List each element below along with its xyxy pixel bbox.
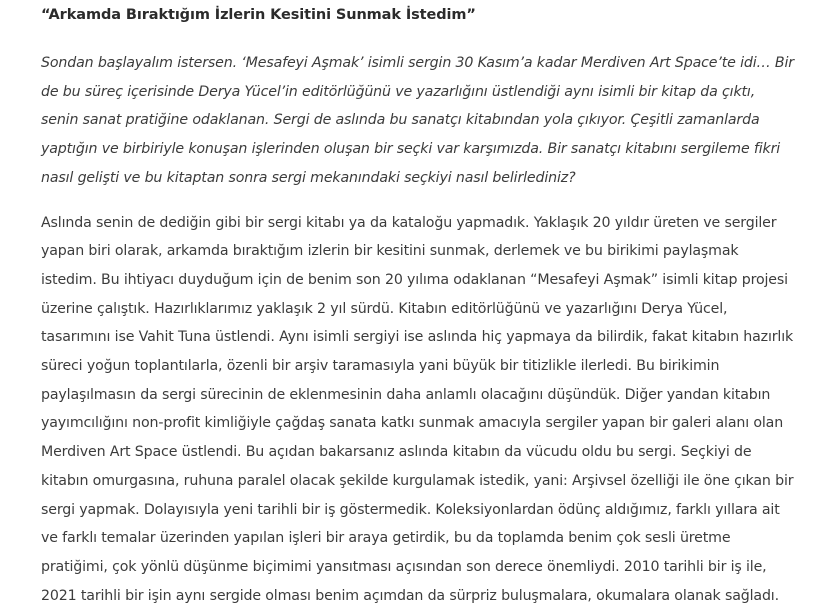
interview-answer: Aslında senin de dediğin gibi bir sergi kitabı ya da kataloğu yapmadık. Yaklaşık 20 yıldır üreten ve sergiler yapan biri olarak, arkamda bıraktığım izlerin bir kesitini sunmak, derlemek ve bu birikimi paylaşmak istedim. Bu ihtiyacı duyduğum için de benim son 20 yılıma odaklanan “Mesafeyi Aşmak” isimli kitap projesi üzerine çalıştık. Hazırlıklarımız yaklaşık 2 yıl sürdü. Kitabın editörlüğünü ve yazarlığını Derya Yücel, tasarımını ise Vahit Tuna üstlendi. Aynı isimli sergiyi ise aslında hiç yapmaya da bilirdik, fakat kitabın hazırlık süreci yoğun toplantılarla, özenli bir arşiv taramasıyla yani büyük bir titizlikle ilerledi. Bu birikimin paylaşılmasın da sergi sürecinin de eklenmesinin daha anlamlı olacağını düşündük. Diğer yandan kitabın yayımcılığını non-profit kimliğiyle çağdaş sanata katkı sunmak amacıyla sergiler yapan bir galeri alanı olan Merdiven Art Space üstlendi. Bu açıdan bakarsanız aslında kitabın da vücudu oldu bu sergi. Seçkiyi de kitabın omurgasına, ruhuna paralel olacak şekilde kurgulamak istedik, yani: Arşivsel özelliği ile öne çıkan bir sergi yapmak. Dolayısıyla yeni tarihli bir iş göstermedik. Koleksiyonlardan ödünç aldığımız, farklı yıllara ait ve farklı temalar üzerinden yapılan işleri bir araya getirdik, bu da toplamda benim çok sesli üretme pratiğimi, çok yönlü düşünme biçimimi yansıtması açısından son derece önemliydi. 2010 tarihli bir iş ile, 2021 tarihli bir işin aynı sergide olması benim açımdan da sürpriz buluşmalara, okumalara olanak sağladı. <box>41 214 794 604</box>
section-heading: “Arkamda Bıraktığım İzlerin Kesitini Sunmak İstedim” <box>41 7 476 23</box>
interview-question: Sondan başlayalım istersen. ‘Mesafeyi Aşmak’ isimli sergin 30 Kasım’a kadar Merdiven Art Space’te idi… Bir de bu süreç içerisinde Derya Yücel’in editörlüğünü ve yazarlığını üstlendiği aynı isimli bir kitap da çıktı, senin sanat pratiğine odaklanan. Sergi de aslında bu sanatçı kitabından yola çıkıyor. Çeşitli zamanlarda yaptığın ve birbiriyle konuşan işlerinden oluşan bir seçki var karşımızda. Bir sanatçı kitabını sergileme fikri nasıl gelişti ve bu kitaptan sonra sergi mekanındaki seçkiyi nasıl belirlediniz? <box>41 55 794 186</box>
article-body <box>41 0 796 610</box>
